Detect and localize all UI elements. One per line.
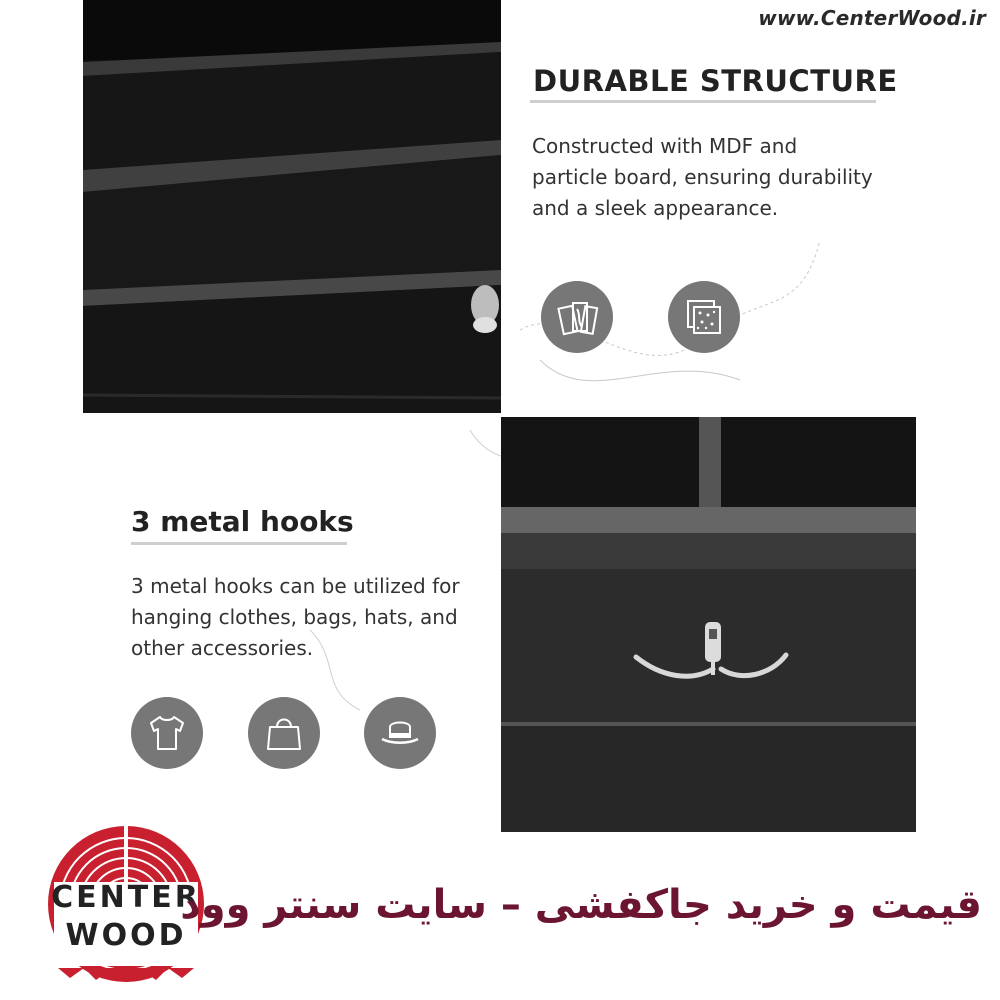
heading-underline	[530, 100, 876, 103]
logo-text-wood: WOOD	[65, 918, 187, 953]
description-line: particle board, ensuring durability	[532, 165, 873, 189]
description-line: hanging clothes, bags, hats, and	[131, 605, 458, 629]
hook-photo	[501, 417, 916, 832]
shelf-photo-drawing	[83, 0, 501, 413]
shelf-photo	[83, 0, 501, 413]
metal-hooks-description	[131, 571, 491, 664]
durable-structure-heading: DURABLE STRUCTURE	[533, 64, 898, 98]
shopping-bag-icon	[248, 697, 320, 769]
description-line: 3 metal hooks can be utilized for	[131, 574, 460, 598]
wood-planks-icon	[541, 281, 613, 353]
hook-photo-drawing	[501, 417, 916, 832]
metal-hooks-heading: 3 metal hooks	[131, 505, 354, 538]
description-line: other accessories.	[131, 636, 314, 660]
particle-board-icon	[668, 281, 740, 353]
footer-title: قیمت و خرید جاکفشی – سایت سنتر وود	[180, 882, 982, 928]
hat-icon	[364, 697, 436, 769]
description-line: and a sleek appearance.	[532, 196, 779, 220]
site-watermark: www.CenterWood.ir	[758, 6, 986, 30]
description-line: Constructed with MDF and	[532, 134, 798, 158]
durable-structure-description	[532, 131, 892, 224]
tshirt-icon	[131, 697, 203, 769]
heading-underline	[131, 542, 347, 545]
logo-text-center: CENTER	[51, 880, 201, 915]
